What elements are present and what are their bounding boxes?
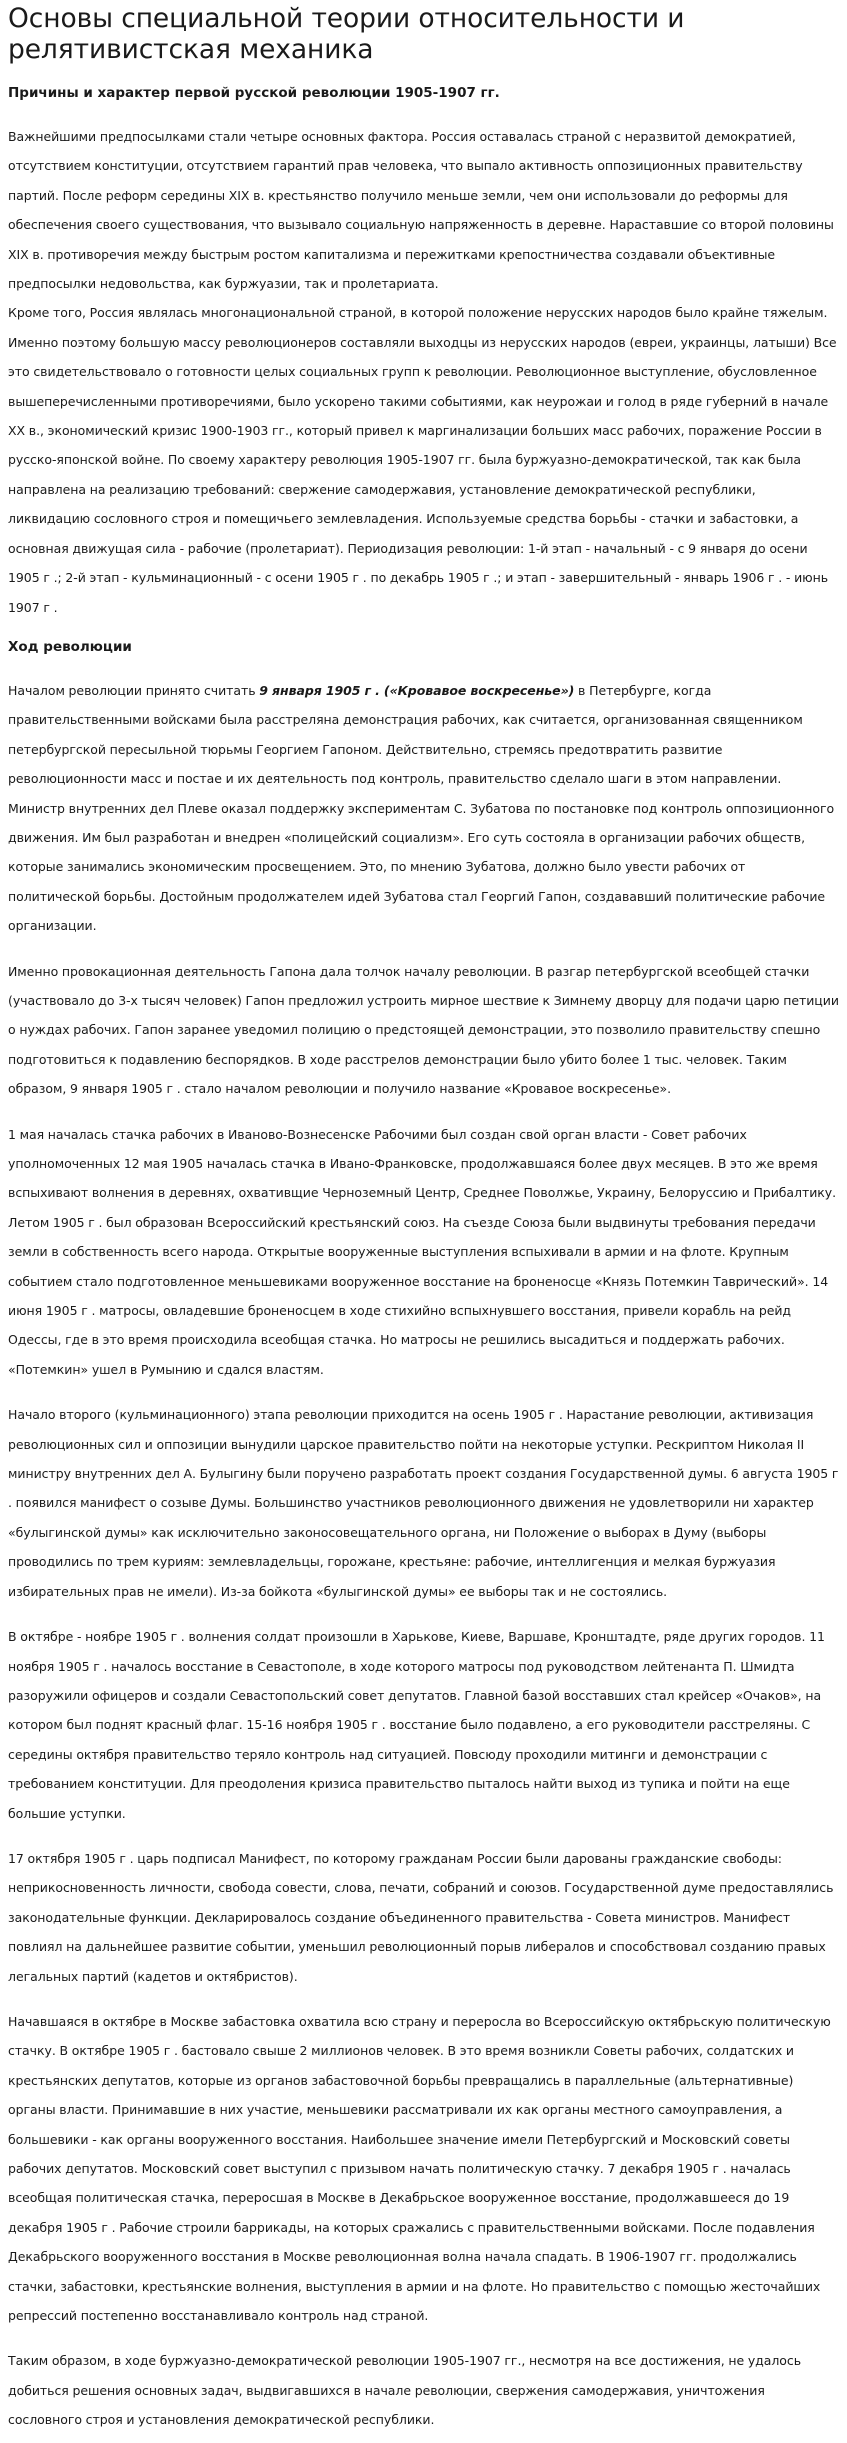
- section-heading-course: Ход революции: [8, 638, 132, 655]
- paragraph-nationalities: Кроме того, Россия являлась многонациональной страной, в которой положение нерусских народов было крайне тяжелым. Именно поэтому большую массу революционеров составляли выходцы из нерусских народов (евреи, украинцы, латыши) Все это свидетельствовало о готовности целых социальных групп к революции. Революционное выступление, обусловленное вышеперечисленными противоречиями, было ускорено такими событиями, как неурожаи и голод в ряде губерний в начале XX в., экономический кризис 1900-1903 гг., который привел к маргинализации больших масс рабочих, поражение России в русско-японской войне. По своему характеру революция 1905-1907 гг. была буржуазно-демократической, так как была направлена на реализацию требований: свержение самодержавия, установление демократической республики, ликвидацию сословного строя и помещичьего землевладения. Используемые средства борьбы - стачки и забастовки, а основная движущая сила - рабочие (пролетариат). Периодизация революции: 1-й этап - начальный - с 9 января до осени 1905 г .; 2-й этап - кульминационный - с осени 1905 г . по декабрь 1905 г .; и этап - завершительный - январь 1906 г . - июнь 1907 г .: [8, 305, 837, 615]
- paragraph-general-strike: Начавшаяся в октябре в Москве забастовка охватила всю страну и переросла во Всероссийскую октябрьскую политическую стачку. В октябре 1905 г . бастовало свыше 2 миллионов человек. В это время возникли Советы рабочих, солдатских и крестьянских депутатов, которые из органов забастовочной борьбы превращались в параллельные (альтернативные) органы власти. Принимавшие в них участие, меньшевики рассматривали их как органы местного самоуправления, а большевики - как органы вооруженного восстания. Наибольшее значение имели Петербургский и Московский советы рабочих депутатов. Московский совет выступил с призывом начать политическую стачку. 7 декабря 1905 г . началась всеобщая политическая стачка, переросшая в Москве в Декабрьское вооруженное восстание, продолжавшееся до 19 декабря 1905 г . Рабочие строили баррикады, на которых сражались с правительственными войсками. После подавления Декабрьского вооруженного восстания в Москве революционная волна начала спадать. В 1906-1907 гг. продолжались стачки, забастовки, крестьянские волнения, выступления в армии и на флоте. Но правительство с помощью жесточайших репрессий постепенно восстанавливало контроль над страной.: [8, 2013, 831, 2324]
- page-title: Основы специальной теории относительности и релятивистская механика: [8, 3, 685, 65]
- paragraph-bloody-sunday: [8, 676, 839, 941]
- paragraph-manifesto: 17 октября 1905 г . царь подписал Манифест, по которому гражданам России были дарованы гражданские свободы: неприкосновенность личности, свобода совести, слова, печати, собраний и союзов. Государственной думе предоставлялись законодательные функции. Декларировалось создание объединенного правительства - Совета министров. Манифест повлиял на дальнейшее развитие событии, уменьшил революционный порыв либералов и способствовал созданию правых легальных партий (кадетов и октябристов).: [8, 1850, 834, 1984]
- paragraph-may-block: [8, 1120, 839, 1385]
- paragraph-second-stage: Начало второго (кульминационного) этапа революции приходится на осень 1905 г . Нарастание революции, активизация революционных сил и оппозиции вынудили царское правительство пойти на некоторые уступки. Рескриптом Николая II министру внутренних дел А. Булыгину были поручено разработать проект создания Государственной думы. 6 августа 1905 г . появился манифест о созыве Думы. Большинство участников революционного движения не удовлетворили ни характер «булыгинской думы» как исключительно законосовещательного органа, ни Положение о выборах в Думу (выборы проводились по трем куриям: землевладельцы, горожане, крестьяне: рабочие, интеллигенция и мелкая буржуазия избирательных прав не имели). Из-за бойкота «булыгинской думы» ее выборы так и не состоялись.: [8, 1407, 839, 1599]
- section-subtitle: Причины и характер первой русской революции 1905-1907 гг.: [8, 85, 500, 101]
- paragraph-strike-block: [8, 2007, 839, 2330]
- paragraph-may-strikes: 1 мая началась стачка рабочих в Иваново-Вознесенске Рабочими был создан свой орган власти - Совет рабочих уполномоченных 12 мая 1905 началась стачка в Ивано-Франковске, продолжавшаяся более двух месяцев. В это же время вспыхивают волнения в деревнях, охвативщие Черноземный Центр, Среднее Поволжье, Украину, Белоруссию и Прибалтику. Летом 1905 г . был образован Всероссийский крестьянский союз. На съезде Союза были выдвинуты требования передачи земли в собственность всего народа. Открытые вооруженные выступления вспыхивали в армии и на флоте. Крупным событием стало подготовленное меньшевиками вооруженное восстание на броненосце «Князь Потемкин Таврический». 14 июня 1905 г . матросы, овладевшие броненосцем в ходе стихийно вспыхнувшего восстания, привели корабль на рейд Одессы, где в это время происходила всеобщая стачка. Но матросы не решились высадиться и поддержать рабочих. «Потемкин» ушел в Румынию и сдался властям.: [8, 1126, 837, 1377]
- paragraph-manifesto-block: [8, 1844, 839, 1991]
- paragraph-conclusion: Таким образом, в ходе буржуазно-демократической революции 1905-1907 гг., несмотря на все достижения, не удалось добиться решения основных задач, выдвигавшихся в начале революции, свержения самодержавия, уничтожения сословного строя и установления демократической республики.: [8, 2353, 802, 2428]
- paragraph-second-stage-block: [8, 1400, 839, 1606]
- bloody-sunday-emphasis: 9 января 1905 г . («Кровавое воскресенье»): [259, 682, 575, 698]
- paragraph-conclusion-block: [8, 2346, 839, 2434]
- paragraph-start-rest: в Петербурге, когда правительственными войсками была расстреляна демонстрация рабочих, как считается, организованная священником петербургской пересыльной тюрьмы Георгием Гапоном. Действительно, стремясь предотвратить развитие революционности масс и постае и их деятельность под контроль, правительство сделало шаги в этом направлении. Министр внутренних дел Плеве оказал поддержку экспериментам С. Зубатова по постановке под контроль оппозиционного движения. Им был разработан и внедрен «полицейский социализм». Его суть состояла в организации рабочих обществ, которые занимались экономическим просвещением. Это, по мнению Зубатова, должно было увести рабочих от политической борьбы. Достойным продолжателем идей Зубатова стал Георгий Гапон, создававший политические рабочие организации.: [8, 682, 835, 934]
- paragraph-start-text: Началом революции принято считать: [8, 682, 260, 698]
- paragraph-1: [8, 122, 839, 622]
- paragraph-start: [8, 676, 839, 941]
- paragraph-gapon: Именно провокационная деятельность Гапона дала толчок началу революции. В разгар петербургской всеобщей стачки (участвовало до 3-х тысяч человек) Гапон предложил устроить мирное шествие к Зимнему дворцу для подачи царю петиции о нуждах рабочих. Гапон заранее уведомил полицию о предстоящей демонстрации, это позволило правительству спешно подготовиться к подавлению беспорядков. В ходе расстрелов демонстрации было убито более 1 тыс. человек. Таким образом, 9 января 1905 г . стало началом революции и получило название «Кровавое воскресенье».: [8, 963, 839, 1097]
- paragraph-gapon-block: [8, 957, 839, 1104]
- paragraph-october-november-block: [8, 1622, 839, 1828]
- paragraph-october-november: В октябре - ноябре 1905 г . волнения солдат произошли в Харькове, Киеве, Варшаве, Кронштадте, ряде других городов. 11 ноября 1905 г . началось восстание в Севастополе, в ходе которого матросы под руководством лейтенанта П. Шмидта разоружили офицеров и создали Севастопольский совет депутатов. Главной базой восставших стал крейсер «Очаков», на котором был поднят красный флаг. 15-16 ноября 1905 г . восстание было подавлено, а его руководители расстреляны. С середины октября правительство теряло контроль над ситуацией. Повсюду проходили митинги и демонстрации с требованием конституции. Для преодоления кризиса правительство пыталось найти выход из тупика и пойти на еще большие уступки.: [8, 1629, 825, 1821]
- paragraph-causes: Важнейшими предпосылками стали четыре основных фактора. Россия оставалась страной с неразвитой демократией, отсутствием конституции, отсутствием гарантий прав человека, что выпало активность оппозиционных правительству партий. После реформ середины XIX в. крестьянство получило меньше земли, чем они использовали до реформы для обеспечения своего существования, что вызывало социальную напряженность в деревне. Нараставшие со второй половины XIX в. противоречия между быстрым ростом капитализма и пережитками крепостничества создавали объективные предпосылки недовольства, как буржуазии, так и пролетариата.: [8, 129, 834, 292]
